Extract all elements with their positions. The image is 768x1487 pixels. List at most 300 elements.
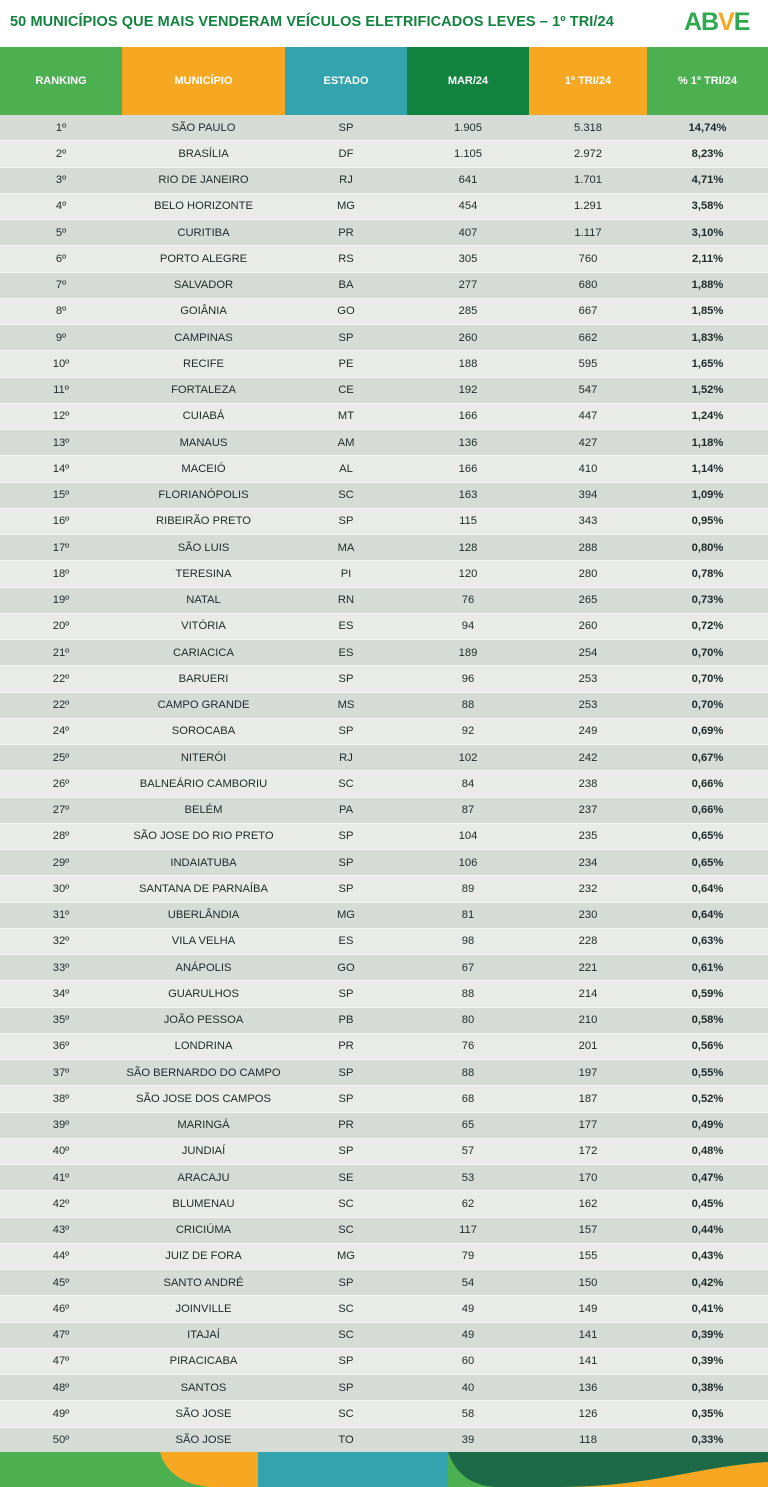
- table-row: [0, 1270, 768, 1296]
- table-row: [0, 981, 768, 1007]
- municipio-cell: GUARULHOS: [168, 987, 239, 1000]
- rank-cell: 47º: [52, 1329, 70, 1342]
- rank-cell: 16º: [52, 515, 70, 528]
- pct-cell: 1,18%: [691, 436, 724, 449]
- mar24-cell: 58: [461, 1407, 475, 1420]
- estado-cell: GO: [337, 961, 355, 974]
- estado-cell: SP: [338, 1276, 354, 1289]
- estado-cell: MG: [336, 1250, 356, 1263]
- tri24-cell: 662: [578, 331, 598, 344]
- tri24-cell: 288: [578, 541, 598, 554]
- table-row: [0, 771, 768, 797]
- pct-cell: 0,44%: [691, 1224, 724, 1237]
- table-row: [0, 509, 768, 535]
- estado-cell: SC: [338, 777, 354, 790]
- mar24-cell: 87: [461, 804, 475, 817]
- municipio-cell: SÃO LUIS: [177, 541, 230, 554]
- rank-cell: 27º: [52, 804, 70, 817]
- table-row: [0, 1296, 768, 1322]
- table-row: [0, 456, 768, 482]
- estado-cell: MS: [337, 699, 355, 712]
- estado-cell: SP: [338, 121, 354, 134]
- rank-cell: 33º: [52, 961, 70, 974]
- mar24-cell: 88: [461, 699, 475, 712]
- mar24-cell: 39: [461, 1434, 475, 1447]
- estado-cell: SP: [338, 515, 354, 528]
- municipio-cell: NITERÓI: [180, 751, 227, 764]
- pct-cell: 1,24%: [691, 410, 724, 423]
- rank-cell: 18º: [52, 567, 70, 580]
- tri24-cell: 136: [578, 1381, 598, 1394]
- estado-cell: AM: [337, 436, 355, 449]
- mar24-cell: 88: [461, 1066, 475, 1079]
- estado-cell: TO: [338, 1434, 354, 1447]
- tri24-cell: 118: [579, 1434, 597, 1447]
- table-row: [0, 666, 768, 692]
- rank-cell: 3º: [55, 174, 67, 187]
- table-row: [0, 1086, 768, 1112]
- estado-cell: SP: [338, 672, 354, 685]
- table-row: [0, 535, 768, 561]
- estado-cell: PE: [338, 357, 354, 370]
- estado-cell: MG: [336, 200, 356, 213]
- estado-cell: SP: [338, 830, 354, 843]
- rank-cell: 2º: [55, 147, 67, 160]
- rank-cell: 50º: [52, 1434, 70, 1447]
- municipio-cell: NATAL: [186, 594, 221, 607]
- pct-cell: 0,66%: [691, 777, 724, 790]
- estado-cell: SP: [338, 1145, 354, 1158]
- rank-cell: 42º: [52, 1197, 70, 1210]
- pct-cell: 0,65%: [691, 830, 724, 843]
- municipio-cell: INDAIATUBA: [170, 856, 237, 869]
- mar24-cell: 115: [459, 515, 477, 528]
- tri24-cell: 157: [578, 1224, 598, 1237]
- municipio-cell: JUNDIAÍ: [181, 1145, 226, 1158]
- pct-cell: 0,39%: [691, 1355, 724, 1368]
- estado-cell: AL: [339, 462, 353, 475]
- mar24-cell: 94: [461, 620, 475, 633]
- rank-cell: 14º: [52, 462, 70, 475]
- municipio-cell: BELÉM: [184, 804, 223, 817]
- mar24-cell: 49: [461, 1329, 475, 1342]
- pct-cell: 14,74%: [688, 121, 727, 134]
- tri24-cell: 141: [578, 1329, 598, 1342]
- table-row: [0, 903, 768, 929]
- header-tri24: 1º TRI/24: [529, 47, 647, 115]
- mar24-cell: 136: [458, 436, 478, 449]
- municipio-cell: BRASÍLIA: [178, 147, 229, 160]
- rank-cell: 26º: [52, 777, 70, 790]
- estado-cell: CE: [338, 384, 354, 397]
- tri24-cell: 5.318: [574, 121, 602, 134]
- mar24-cell: 76: [461, 1040, 475, 1053]
- pct-cell: 0,35%: [691, 1407, 724, 1420]
- tri24-cell: 242: [578, 751, 598, 764]
- pct-cell: 0,63%: [691, 935, 724, 948]
- estado-cell: RJ: [339, 174, 353, 187]
- municipio-cell: CUIABÁ: [182, 410, 225, 423]
- rank-cell: 1º: [55, 121, 67, 134]
- rank-cell: 38º: [52, 1092, 70, 1105]
- estado-cell: SE: [338, 1171, 354, 1184]
- tri24-cell: 1.701: [574, 174, 602, 187]
- table-row: [0, 955, 768, 981]
- municipio-cell: CURITIBA: [177, 226, 230, 239]
- rank-cell: 31º: [52, 909, 70, 922]
- mar24-cell: 92: [461, 725, 475, 738]
- mar24-cell: 163: [458, 489, 478, 502]
- municipio-cell: ANÁPOLIS: [175, 961, 232, 974]
- tri24-cell: 235: [578, 830, 598, 843]
- mar24-cell: 88: [461, 987, 475, 1000]
- table-row: [0, 404, 768, 430]
- tri24-cell: 230: [578, 909, 598, 922]
- table-row: [0, 141, 768, 167]
- rank-cell: 19º: [52, 594, 70, 607]
- estado-cell: PR: [338, 1119, 354, 1132]
- municipio-cell: JOINVILLE: [175, 1302, 232, 1315]
- mar24-cell: 641: [458, 174, 478, 187]
- rank-cell: 29º: [52, 856, 70, 869]
- estado-cell: SP: [338, 1355, 354, 1368]
- municipio-cell: MANAUS: [179, 436, 228, 449]
- mar24-cell: 454: [458, 200, 478, 213]
- pct-cell: 0,64%: [691, 909, 724, 922]
- estado-cell: SP: [338, 1381, 354, 1394]
- pct-cell: 1,85%: [691, 305, 724, 318]
- title-bar: [0, 0, 768, 46]
- pct-cell: 0,65%: [691, 856, 724, 869]
- estado-cell: ES: [338, 620, 354, 633]
- mar24-cell: 166: [458, 410, 478, 423]
- header-municipio: MUNICÍPIO: [122, 47, 285, 115]
- estado-cell: PR: [338, 226, 354, 239]
- tri24-cell: 595: [578, 357, 598, 370]
- rank-cell: 12º: [52, 410, 70, 423]
- pct-cell: 2,11%: [691, 252, 724, 265]
- rank-cell: 8º: [55, 305, 67, 318]
- estado-cell: RS: [338, 252, 354, 265]
- estado-cell: SC: [338, 1224, 354, 1237]
- footer-teal-band: [258, 1452, 448, 1487]
- mar24-cell: 117: [459, 1224, 477, 1237]
- tri24-cell: 141: [578, 1355, 598, 1368]
- estado-cell: MA: [337, 541, 355, 554]
- tri24-cell: 1.117: [574, 226, 602, 239]
- mar24-cell: 189: [458, 646, 478, 659]
- tri24-cell: 150: [578, 1276, 598, 1289]
- estado-cell: RN: [337, 594, 355, 607]
- estado-cell: SC: [338, 1302, 354, 1315]
- estado-cell: SC: [338, 1407, 354, 1420]
- mar24-cell: 84: [461, 777, 475, 790]
- estado-cell: SC: [338, 1329, 354, 1342]
- mar24-cell: 106: [458, 856, 478, 869]
- table-row: [0, 351, 768, 377]
- pct-cell: 4,71%: [691, 174, 724, 187]
- tri24-cell: 187: [578, 1092, 598, 1105]
- rank-cell: 47º: [52, 1355, 70, 1368]
- table-body: [0, 115, 768, 1454]
- municipio-cell: ARACAJU: [177, 1171, 230, 1184]
- rank-cell: 40º: [52, 1145, 70, 1158]
- municipio-cell: BELO HORIZONTE: [154, 200, 253, 213]
- table-row: [0, 929, 768, 955]
- table-row: [0, 194, 768, 220]
- abve-logo-text: ABVE: [684, 8, 750, 36]
- rank-cell: 15º: [52, 489, 70, 502]
- rank-cell: 32º: [52, 935, 70, 948]
- table-row: [0, 246, 768, 272]
- tri24-cell: 228: [578, 935, 598, 948]
- estado-cell: SP: [338, 725, 354, 738]
- tri24-cell: 2.972: [574, 147, 602, 160]
- municipio-cell: BLUMENAU: [172, 1197, 235, 1210]
- estado-cell: GO: [337, 305, 355, 318]
- pct-cell: 0,72%: [691, 620, 724, 633]
- table-row: [0, 798, 768, 824]
- pct-cell: 0,70%: [691, 699, 724, 712]
- tri24-cell: 210: [578, 1014, 598, 1027]
- municipio-cell: RIO DE JANEIRO: [158, 174, 249, 187]
- rank-cell: 37º: [52, 1066, 70, 1079]
- tri24-cell: 234: [578, 856, 598, 869]
- rank-cell: 21º: [52, 646, 70, 659]
- rank-cell: 20º: [52, 620, 70, 633]
- municipio-cell: SANTOS: [180, 1381, 227, 1394]
- municipio-cell: CARIACICA: [173, 646, 234, 659]
- pct-cell: 0,48%: [691, 1145, 724, 1158]
- page-title: 50 MUNICÍPIOS QUE MAIS VENDERAM VEÍCULOS ELETRIFICADOS LEVES – 1º TRI/24: [10, 14, 614, 30]
- municipio-cell: VITÓRIA: [181, 620, 226, 633]
- mar24-cell: 60: [461, 1355, 475, 1368]
- table-row: [0, 1401, 768, 1427]
- pct-cell: 0,42%: [691, 1276, 724, 1289]
- estado-cell: PB: [338, 1014, 354, 1027]
- pct-cell: 0,95%: [691, 515, 724, 528]
- table-row: [0, 430, 768, 456]
- tri24-cell: 280: [578, 567, 598, 580]
- tri24-cell: 221: [578, 961, 598, 974]
- pct-cell: 0,56%: [691, 1040, 724, 1053]
- tri24-cell: 547: [578, 384, 598, 397]
- table-row: [0, 1139, 768, 1165]
- pct-cell: 1,52%: [691, 384, 724, 397]
- mar24-cell: 96: [461, 672, 475, 685]
- pct-cell: 0,78%: [691, 567, 724, 580]
- rank-cell: 39º: [52, 1119, 70, 1132]
- pct-cell: 0,67%: [691, 751, 724, 764]
- estado-cell: SC: [338, 489, 354, 502]
- municipio-cell: CAMPINAS: [174, 331, 233, 344]
- municipio-cell: BALNEÁRIO CAMBORIU: [139, 777, 268, 790]
- rank-cell: 7º: [55, 279, 67, 292]
- municipio-cell: PORTO ALEGRE: [159, 252, 248, 265]
- rank-cell: 17º: [52, 541, 70, 554]
- rank-cell: 45º: [52, 1276, 70, 1289]
- tri24-cell: 126: [578, 1407, 598, 1420]
- municipio-cell: JOÃO PESSOA: [163, 1014, 244, 1027]
- rank-cell: 5º: [55, 226, 67, 239]
- mar24-cell: 104: [458, 830, 478, 843]
- tri24-cell: 170: [578, 1171, 598, 1184]
- mar24-cell: 305: [458, 252, 478, 265]
- rank-cell: 10º: [52, 357, 70, 370]
- table-row: [0, 640, 768, 666]
- table-row: [0, 1060, 768, 1086]
- municipio-cell: FLORIANÓPOLIS: [158, 489, 249, 502]
- tri24-cell: 232: [578, 882, 598, 895]
- tri24-cell: 680: [578, 279, 598, 292]
- table-row: [0, 824, 768, 850]
- pct-cell: 0,49%: [691, 1119, 724, 1132]
- pct-cell: 8,23%: [691, 147, 724, 160]
- table-row: [0, 168, 768, 194]
- header-pct-tri24: % 1º TRI/24: [647, 47, 768, 115]
- municipio-cell: RIBEIRÃO PRETO: [156, 515, 251, 528]
- municipio-cell: SÃO JOSE: [175, 1407, 232, 1420]
- pct-cell: 0,59%: [691, 987, 724, 1000]
- estado-cell: PR: [338, 1040, 354, 1053]
- estado-cell: SP: [338, 882, 354, 895]
- pct-cell: 0,70%: [691, 646, 724, 659]
- municipio-cell: RECIFE: [182, 357, 225, 370]
- rank-cell: 13º: [52, 436, 70, 449]
- municipio-cell: SANTANA DE PARNAÍBA: [139, 882, 268, 895]
- municipio-cell: PIRACICABA: [169, 1355, 238, 1368]
- table-row: [0, 115, 768, 141]
- table-row: [0, 1244, 768, 1270]
- mar24-cell: 188: [458, 357, 478, 370]
- table-row: [0, 1349, 768, 1375]
- table-row: [0, 1428, 768, 1454]
- tri24-cell: 253: [578, 672, 598, 685]
- mar24-cell: 285: [458, 305, 478, 318]
- municipio-cell: SALVADOR: [173, 279, 234, 292]
- estado-cell: RJ: [339, 751, 353, 764]
- rank-cell: 41º: [52, 1171, 70, 1184]
- mar24-cell: 49: [461, 1302, 475, 1315]
- tri24-cell: 343: [578, 515, 598, 528]
- estado-cell: SP: [338, 331, 354, 344]
- estado-cell: MG: [336, 909, 356, 922]
- pct-cell: 1,83%: [691, 331, 724, 344]
- table-row: [0, 1008, 768, 1034]
- tri24-cell: 172: [578, 1145, 598, 1158]
- pct-cell: 0,45%: [691, 1197, 724, 1210]
- rank-cell: 46º: [52, 1302, 70, 1315]
- pct-cell: 3,58%: [691, 200, 724, 213]
- municipio-cell: SÃO JOSE DO RIO PRETO: [133, 830, 274, 843]
- tri24-cell: 177: [578, 1119, 598, 1132]
- rank-cell: 49º: [52, 1407, 70, 1420]
- estado-cell: ES: [338, 935, 354, 948]
- rank-cell: 43º: [52, 1224, 70, 1237]
- table-row: [0, 745, 768, 771]
- mar24-cell: 260: [458, 331, 478, 344]
- tri24-cell: 394: [578, 489, 598, 502]
- pct-cell: 0,47%: [691, 1171, 724, 1184]
- estado-cell: ES: [338, 646, 354, 659]
- municipio-cell: JUIZ DE FORA: [165, 1250, 242, 1263]
- rank-cell: 24º: [52, 725, 70, 738]
- pct-cell: 0,73%: [691, 594, 724, 607]
- tri24-cell: 214: [578, 987, 598, 1000]
- municipio-cell: SÃO JOSE: [175, 1434, 232, 1447]
- municipio-cell: BARUERI: [178, 672, 229, 685]
- mar24-cell: 120: [458, 567, 478, 580]
- mar24-cell: 80: [461, 1014, 475, 1027]
- pct-cell: 0,55%: [691, 1066, 724, 1079]
- table-row: [0, 378, 768, 404]
- tri24-cell: 155: [578, 1250, 598, 1263]
- municipio-cell: CAMPO GRANDE: [157, 699, 250, 712]
- mar24-cell: 192: [458, 384, 478, 397]
- header-ranking: RANKING: [0, 47, 122, 115]
- municipio-cell: MARINGÁ: [177, 1119, 230, 1132]
- estado-cell: PI: [340, 567, 352, 580]
- rank-cell: 22º: [52, 699, 70, 712]
- municipio-cell: VILA VELHA: [171, 935, 236, 948]
- mar24-cell: 68: [461, 1092, 475, 1105]
- pct-cell: 0,64%: [691, 882, 724, 895]
- table-row: [0, 273, 768, 299]
- table-row: [0, 1375, 768, 1401]
- mar24-cell: 79: [461, 1250, 475, 1263]
- mar24-cell: 76: [461, 594, 475, 607]
- pct-cell: 0,33%: [691, 1434, 724, 1447]
- mar24-cell: 1.905: [454, 121, 482, 134]
- municipio-cell: GOIÂNIA: [180, 305, 227, 318]
- mar24-cell: 102: [458, 751, 478, 764]
- mar24-cell: 277: [458, 279, 478, 292]
- municipio-cell: ITAJAÍ: [187, 1329, 220, 1342]
- pct-cell: 3,10%: [691, 226, 724, 239]
- municipio-cell: CRICIÚMA: [175, 1224, 232, 1237]
- abve-logo: [684, 8, 756, 36]
- municipio-cell: MACEIÓ: [181, 462, 226, 475]
- mar24-cell: 1.105: [454, 147, 482, 160]
- estado-cell: SP: [338, 1092, 354, 1105]
- tri24-cell: 760: [578, 252, 598, 265]
- tri24-cell: 254: [578, 646, 598, 659]
- estado-cell: SP: [338, 987, 354, 1000]
- tri24-cell: 427: [578, 436, 598, 449]
- tri24-cell: 249: [578, 725, 598, 738]
- mar24-cell: 67: [461, 961, 475, 974]
- pct-cell: 0,69%: [691, 725, 724, 738]
- municipio-cell: LONDRINA: [174, 1040, 233, 1053]
- table-row: [0, 614, 768, 640]
- table-row: [0, 325, 768, 351]
- table-row: [0, 1113, 768, 1139]
- mar24-cell: 407: [458, 226, 478, 239]
- mar24-cell: 57: [461, 1145, 475, 1158]
- mar24-cell: 54: [461, 1276, 475, 1289]
- mar24-cell: 98: [461, 935, 475, 948]
- rank-cell: 44º: [52, 1250, 70, 1263]
- tri24-cell: 260: [578, 620, 598, 633]
- mar24-cell: 53: [461, 1171, 475, 1184]
- pct-cell: 0,58%: [691, 1014, 724, 1027]
- pct-cell: 0,43%: [691, 1250, 724, 1263]
- estado-cell: SP: [338, 1066, 354, 1079]
- rank-cell: 36º: [52, 1040, 70, 1053]
- tri24-cell: 238: [578, 777, 598, 790]
- rank-cell: 4º: [55, 200, 67, 213]
- tri24-cell: 447: [578, 410, 598, 423]
